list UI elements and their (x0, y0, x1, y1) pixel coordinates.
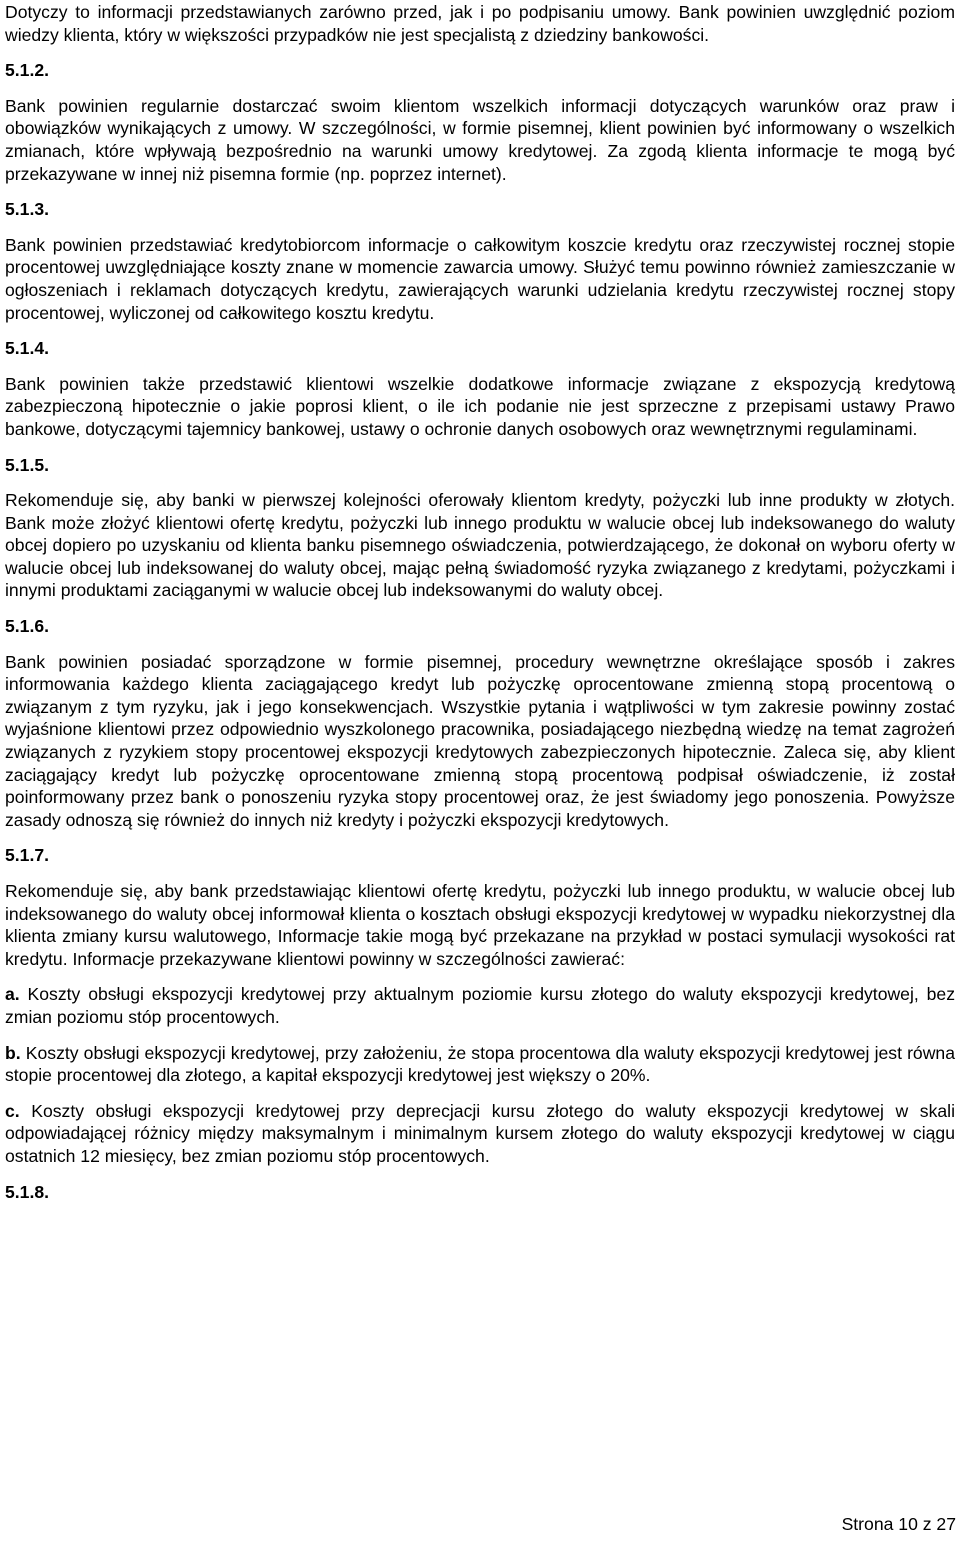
section-number-5-1-5: 5.1.5. (5, 454, 50, 475)
list-item-text: Koszty obsługi ekspozycji kredytowej przy aktualnym poziomie kursu złotego do waluty ekspozycji kredytowej, bez zmian poziomu stóp procentowych. (5, 984, 955, 1027)
list-item-a (5, 983, 955, 1028)
section-paragraph-5-1-2: Bank powinien regularnie dostarczać swoim klientom wszelkich informacji dotyczących warunków oraz praw i obowiązków wynikających z umowy. W szczególności, w formie pisemnej, klient powinien być informowany o wszelkich zmianach, które wpływają bezpośrednio na warunki umowy kredytowej. Za zgodą klienta informacje te mogą być przekazywane w innej niż pisemna formie (np. poprzez internet). (5, 95, 955, 184)
list-item-text: Koszty obsługi ekspozycji kredytowej przy deprecjacji kursu złotego do waluty ekspozycji kredytowej w skali odpowiadającej różnicy między maksymalnym i minimalnym kursem złotego do waluty ekspozycji kredytowej w ciągu ostatnich 12 miesięcy, bez zmian poziomu stóp procentowych. (5, 1100, 955, 1166)
intro-paragraph: Dotyczy to informacji przedstawianych zarówno przed, jak i po podpisaniu umowy. Bank powinien uwzględnić poziom wiedzy klienta, który w większości przypadków nie jest specjalistą z dziedziny bankowości. (5, 2, 955, 45)
section-paragraph-5-1-6: Bank powinien posiadać sporządzone w formie pisemnej, procedury wewnętrzne określające sposób i zakres informowania każdego klienta zaciągającego kredyt lub pożyczkę oprocentowane zmienną stopą procentową o związanym z tym ryzyku, jak i jego konsekwencjach. Wszystkie pytania i wątpliwości w tym zakresie powinny zostać wyjaśnione klientowi przez odpowiednio wyszkolonego pracownika, posiadającego niezbędną wiedzę na temat zagrożeń związanych z ryzykiem stopy procentowej ekspozycji kredytowych zabezpieczonych hipotecznie. Zaleca się, aby klient zaciągający kredyt lub pożyczkę oprocentowane zmienną stopą procentową podpisał oświadczenie, iż został poinformowany przez bank o ponoszeniu ryzyka stopy procentowej oraz, że jest świadomy jego ponoszenia. Powyższe zasady odnoszą się również do innych niż kredyty i pożyczki ekspozycji kredytowych. (5, 651, 955, 830)
list-item-letter: a. (5, 984, 20, 1005)
document-page (5, 0, 955, 1203)
section-number-5-1-8: 5.1.8. (5, 1181, 50, 1202)
section-number-5-1-2: 5.1.2. (5, 60, 50, 81)
section-number-5-1-3: 5.1.3. (5, 199, 50, 220)
section-paragraph-5-1-7: Rekomenduje się, aby bank przedstawiając klientowi ofertę kredytu, pożyczki lub innego produktu, w walucie obcej lub indeksowanego do waluty obcej informował klienta o kosztach obsługi ekspozycji kredytowej w wypadku niekorzystnej dla klienta zmiany kursu walutowego, Informacje takie mogą być przekazane na przykład w postaci symulacji wysokości rat kredytu. Informacje przekazywane klientowi powinny w szczególności zawierać: (5, 881, 955, 969)
section-paragraph-5-1-4: Bank powinien także przedstawić klientowi wszelkie dodatkowe informacje związane z ekspozycją kredytową zabezpieczoną hipotecznie o jakie poprosi klient, o ile ich podanie nie jest sprzeczne z przepisami ustawy Prawo bankowe, dotyczącymi tajemnicy bankowej, ustawy o ochronie danych osobowych oraz wewnętrznymi regulaminami. (5, 373, 955, 439)
section-number-5-1-4: 5.1.4. (5, 338, 50, 359)
section-number-5-1-6: 5.1.6. (5, 616, 50, 637)
section-number-5-1-7: 5.1.7. (5, 845, 50, 866)
list-item-letter: c. (5, 1100, 20, 1121)
section-paragraph-5-1-3: Bank powinien przedstawiać kredytobiorcom informacje o całkowitym koszcie kredytu oraz rzeczywistej rocznej stopie procentowej uwzględniające koszty znane w momencie zawarcia umowy. Służyć temu powinno również zamieszczanie w ogłoszeniach i reklamach dotyczących kredytu, zawierających warunki udzielania kredytu rzeczywistej rocznej stopy procentowej, wyliczonej od całkowitego kosztu kredytu. (5, 234, 955, 323)
page-number-footer: Strona 10 z 27 (841, 1514, 956, 1534)
list-item-text: Koszty obsługi ekspozycji kredytowej, przy założeniu, że stopa procentowa dla waluty ekspozycji kredytowej jest równa stopie procentowej dla złotego, a kapitał ekspozycji kredytowej jest większy o 20%. (5, 1042, 955, 1086)
list-item-c (5, 1100, 955, 1168)
section-paragraph-5-1-5: Rekomenduje się, aby banki w pierwszej kolejności oferowały klientom kredyty, pożyczki lub inne produkty w złotych. Bank może złożyć klientowi ofertę kredytu, pożyczki lub innego produktu w walucie obcej lub indeksowanego do waluty obcej dopiero po uzyskaniu od klienta banku pisemnego oświadczenia, potwierdzającego, że dokonał on wyboru oferty w walucie obcej lub indeksowanej do waluty obcej, mając pełną świadomość ryzyka związanego z kredytami, pożyczkami i innymi produktami zaciąganymi w walucie obcej lub indeksowanymi do waluty obcej. (5, 490, 955, 601)
list-item-letter: b. (5, 1042, 21, 1063)
list-item-b (5, 1042, 955, 1087)
